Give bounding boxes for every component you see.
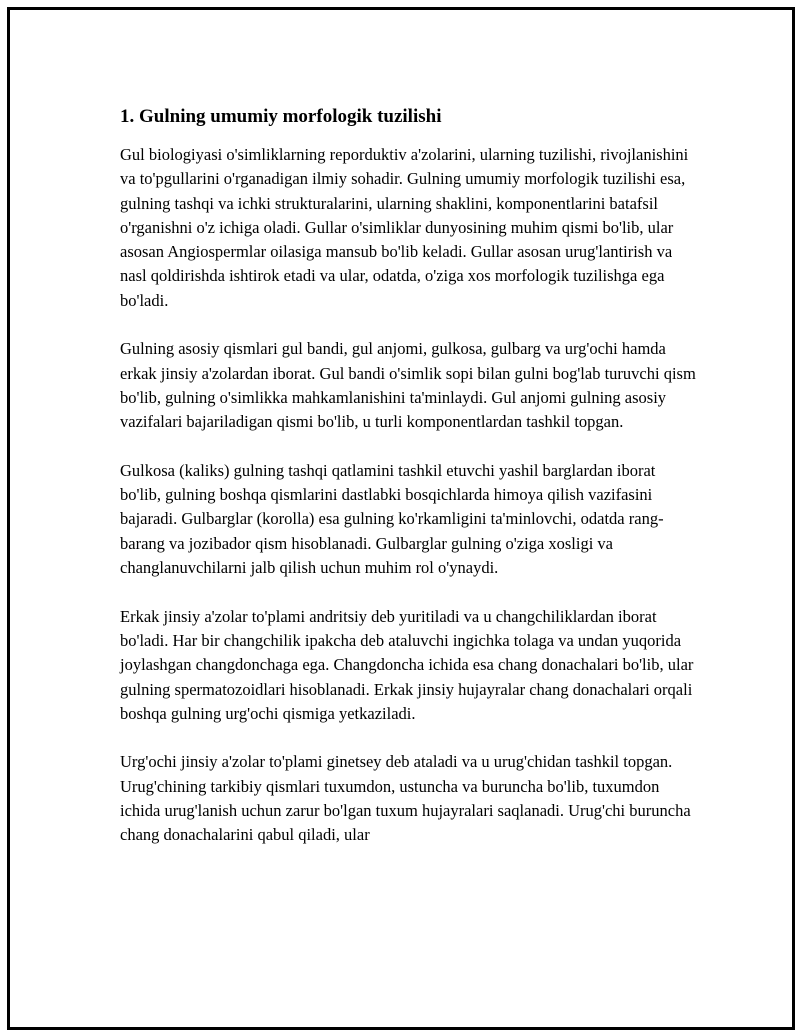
paragraph: Gulning asosiy qismlari gul bandi, gul anjomi, gulkosa, gulbarg va urg'ochi hamda erkak jinsiy a'zolardan iborat. Gul bandi o'simlik sopi bilan gulni bog'lab turuvchi qism bo'lib, gulning o'simlikka mahkamlanishini ta'minlaydi. Gul anjomi gulning asosiy vazifalari bajariladigan qismi bo'lib, u turli komponentlardan tashkil topgan. (120, 339, 696, 432)
paragraph: Gul biologiyasi o'simliklarning reporduktiv a'zolarini, ularning tuzilishi, rivojlanishini va to'pgullarini o'rganadigan ilmiy sohadir. Gulning umumiy morfologik tuzilishi esa, gulning tashqi va ichki strukturalarini, ularning shaklini, komponentlarini batafsil o'rganishni o'z ichiga oladi. Gullar o'simliklar dunyosining muhim qismi bo'lib, ular asosan Angiospermlar oilasiga mansub bo'lib keladi. Gullar asosan urug'lantirish va nasl qoldirishda ishtirok etadi va ular, odatda, o'ziga xos morfologik tuzilishga ega bo'ladi. (120, 145, 689, 310)
paragraph: Erkak jinsiy a'zolar to'plami andritsiy deb yuritiladi va u changchiliklardan iborat bo'ladi. Har bir changchilik ipakcha deb ataluvchi ingichka tolaga va undan yuqorida joylashgan changdonchaga ega. Changdoncha ichida esa chang donachalari bo'lib, ular gulning spermatozoidlari hisoblanadi. Erkak jinsiy hujayralar chang donachalari orqali boshqa gulning urg'ochi qismiga yetkaziladi. (120, 606, 694, 723)
page-title: 1. Gulning umumiy morfologik tuzilishi (120, 106, 442, 127)
paragraph: Gulkosa (kaliks) gulning tashqi qatlamini tashkil etuvchi yashil barglardan iborat bo'lib, gulning boshqa qismlarini dastlabki bosqichlarda himoya qilish vazifasini bajaradi. Gulbarglar (korolla) esa gulning ko'rkamligini ta'minlovchi, odatda rang-barang va jozibador qism hisoblanadi. Gulbarglar gulning o'ziga xosligi va changlanuvchilarni jalb qilish uchun muhim rol o'ynaydi. (120, 460, 664, 578)
document-body (120, 96, 698, 872)
paragraph: Urg'ochi jinsiy a'zolar to'plami ginetsey deb ataladi va u urug'chidan tashkil topgan. Urug'chining tarkibiy qismlari tuxumdon, ustuncha va buruncha bo'lib, tuxumdon ichida urug'lanish uchun zarur bo'lgan tuxum hujayralari saqlanadi. Urug'chi buruncha chang donachalarini qabul qiladi, ular (120, 752, 691, 845)
page-frame (7, 7, 795, 1030)
